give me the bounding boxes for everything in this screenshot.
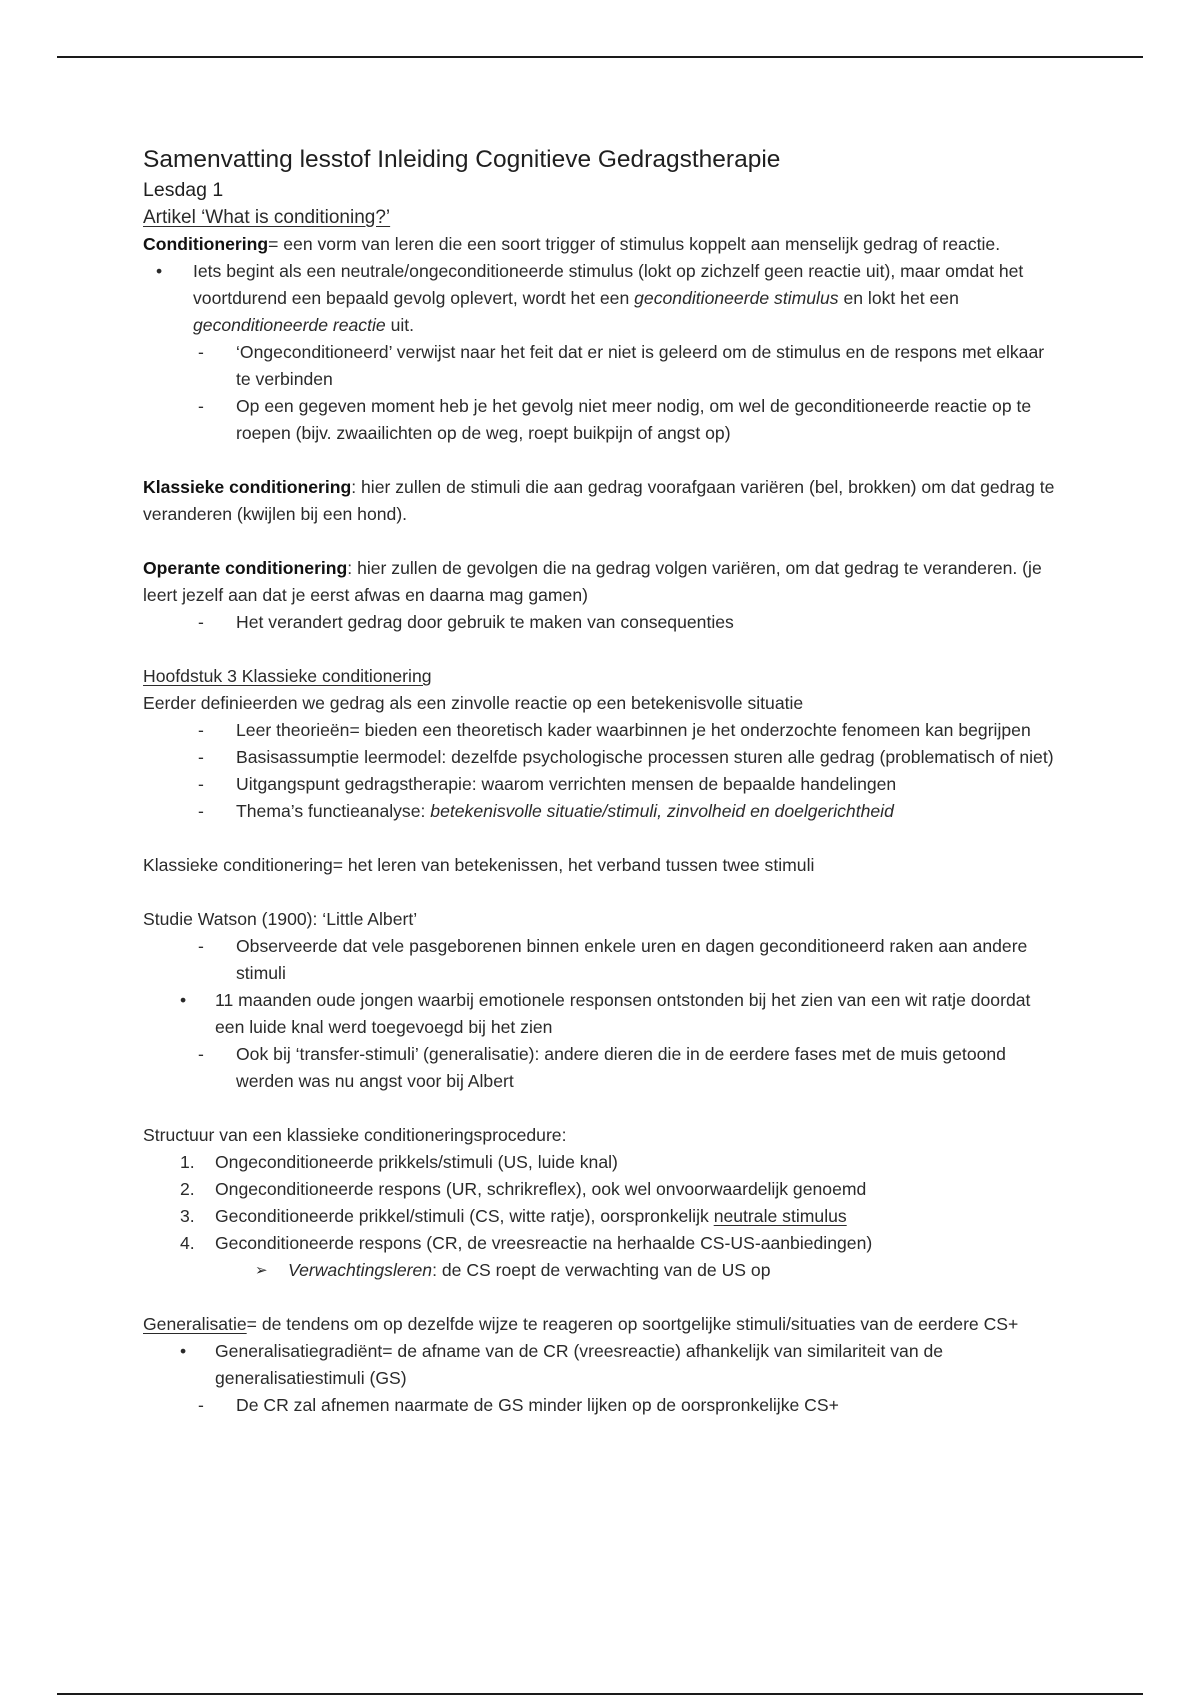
- numbered-item: [143, 1149, 1063, 1176]
- list-item: [143, 393, 1063, 447]
- lesdag-heading: Lesdag 1: [143, 179, 224, 201]
- generalisatie-definition: [143, 1311, 1063, 1338]
- list-item: [143, 339, 1063, 393]
- bullet-emphasis: geconditioneerde stimulus: [634, 288, 839, 308]
- bottom-rule: [57, 1693, 1143, 1695]
- list-item: [143, 1041, 1063, 1095]
- numbered-item: [143, 1230, 1063, 1257]
- dash-marker: -: [198, 396, 204, 416]
- list-item: [143, 1338, 1063, 1392]
- dash-text: Op een gegeven moment heb je het gevolg niet meer nodig, om wel de geconditioneerde reactie op te roepen (bijv. zwaailichten op de weg, roept buikpijn of angst op): [236, 396, 1032, 443]
- klassiek-text: : hier zullen de stimuli die aan gedrag voorafgaan variëren (bel, brokken) om dat gedrag te veranderen (kwijlen bij een hond).: [143, 477, 1055, 524]
- dash-marker: -: [198, 342, 204, 362]
- dash-text: De CR zal afnemen naarmate de GS minder lijken op de oorspronkelijke CS+: [236, 1395, 839, 1415]
- list-item: [143, 771, 1063, 798]
- dash-marker: -: [198, 801, 204, 821]
- conditionering-def-text: = een vorm van leren die een soort trigger of stimulus koppelt aan menselijk gedrag of reactie.: [268, 234, 1001, 254]
- bullet-text: en lokt het een: [838, 288, 959, 308]
- dash-marker: -: [198, 720, 204, 740]
- list-item: [143, 1392, 1063, 1419]
- dash-marker: -: [198, 774, 204, 794]
- klassieke-conditionering-definition: Klassieke conditionering= het leren van betekenissen, het verband tussen twee stimuli: [143, 855, 815, 875]
- dash-marker: -: [198, 612, 204, 632]
- chapter-heading: Hoofdstuk 3 Klassieke conditionering: [143, 666, 432, 686]
- dash-text: Uitgangspunt gedragstherapie: waarom verrichten mensen de bepaalde handelingen: [236, 774, 897, 794]
- operant-text: : hier zullen de gevolgen die na gedrag volgen variëren, om dat gedrag te veranderen. (je leert jezelf aan dat je eerst afwas en daarna mag gamen): [143, 558, 1042, 605]
- list-item: [143, 933, 1063, 987]
- bullet-text: Iets begint als een neutrale/ongeconditioneerde stimulus (lokt op zichzelf geen reactie uit), maar omdat het voortdurend een bepaald gevolg oplevert, wordt het een: [193, 261, 1024, 308]
- dash-marker: -: [198, 747, 204, 767]
- dash-text: Observeerde dat vele pasgeborenen binnen enkele uren en dagen geconditioneerd raken aan andere stimuli: [236, 936, 1028, 983]
- numbered-text: Geconditioneerde respons (CR, de vreesreactie na herhaalde CS-US-aanbiedingen): [215, 1233, 873, 1253]
- dash-marker: -: [198, 1044, 204, 1064]
- number-marker: 2.: [180, 1179, 195, 1199]
- dash-text: Leer theorieën= bieden een theoretisch kader waarbinnen je het onderzochte fenomeen kan begrijpen: [236, 720, 1031, 740]
- top-rule: [57, 56, 1143, 58]
- underlined-text: neutrale stimulus: [713, 1206, 847, 1226]
- dash-marker: -: [198, 936, 204, 956]
- arrow-icon: ➢: [255, 1262, 268, 1279]
- generalisatie-def-text: = de tendens om op dezelfde wijze te reageren op soortgelijke stimuli/situaties van de eerdere CS+: [246, 1314, 1019, 1334]
- chapter-intro: Eerder definieerden we gedrag als een zinvolle reactie op een betekenisvolle situatie: [143, 693, 804, 713]
- dash-text: Basisassumptie leermodel: dezelfde psychologische processen sturen alle gedrag (problematisch of niet): [236, 747, 1054, 767]
- numbered-item: [143, 1203, 1063, 1230]
- structuur-heading: Structuur van een klassieke conditioneringsprocedure:: [143, 1125, 567, 1145]
- numbered-text: Ongeconditioneerde prikkels/stimuli (US, luide knal): [215, 1152, 618, 1172]
- term-conditionering: Conditionering: [143, 234, 269, 254]
- list-item: [143, 798, 1063, 825]
- dash-text: Ook bij ‘transfer-stimuli’ (generalisatie): andere dieren die in de eerdere fases met de muis getoond werden was nu angst voor bij Albert: [236, 1044, 1006, 1091]
- arrow-text: : de CS roept de verwachting van de US op: [432, 1260, 771, 1280]
- term-klassieke-conditionering: Klassieke conditionering: [143, 477, 352, 497]
- dash-marker: -: [198, 1395, 204, 1415]
- list-item: [143, 258, 1063, 339]
- bullet-marker: •: [180, 990, 187, 1010]
- numbered-text: Ongeconditioneerde respons (UR, schrikreflex), ook wel onvoorwaardelijk genoemd: [215, 1179, 867, 1199]
- bullet-emphasis: geconditioneerde reactie: [193, 315, 386, 335]
- number-marker: 3.: [180, 1206, 195, 1226]
- dash-text: ‘Ongeconditioneerd’ verwijst naar het feit dat er niet is geleerd om de stimulus en de respons met elkaar te verbinden: [236, 342, 1045, 389]
- list-item: [143, 717, 1063, 744]
- dash-emphasis: betekenisvolle situatie/stimuli, zinvolheid en doelgerichtheid: [430, 801, 894, 821]
- term-operante-conditionering: Operante conditionering: [143, 558, 348, 578]
- term-generalisatie: Generalisatie: [143, 1314, 247, 1334]
- bullet-text: uit.: [385, 315, 415, 335]
- list-item: [143, 987, 1063, 1041]
- bullet-text: Generalisatiegradiënt= de afname van de CR (vreesreactie) afhankelijk van similariteit van de generalisatiestimuli (GS): [215, 1341, 944, 1388]
- operante-conditionering-paragraph: [143, 555, 1063, 609]
- document-body: [143, 143, 1063, 1419]
- list-item: [143, 609, 1063, 636]
- bullet-text: 11 maanden oude jongen waarbij emotionele responsen ontstonden bij het zien van een wit ratje doordat een luide knal werd toegevoegd bij het zien: [215, 990, 1031, 1037]
- arrow-emphasis: Verwachtingsleren: [288, 1260, 433, 1280]
- article-heading: Artikel ‘What is conditioning?’: [143, 207, 391, 228]
- klassieke-conditionering-paragraph: [143, 474, 1063, 528]
- conditionering-definition: [143, 231, 1063, 258]
- bullet-marker: •: [180, 1341, 187, 1361]
- bullet-marker: •: [156, 261, 163, 281]
- arrow-item: [143, 1257, 1063, 1284]
- numbered-text: Geconditioneerde prikkel/stimuli (CS, witte ratje), oorspronkelijk: [215, 1206, 714, 1226]
- document-title: Samenvatting lesstof Inleiding Cognitieve Gedragstherapie: [143, 146, 781, 173]
- list-item: [143, 744, 1063, 771]
- watson-heading: Studie Watson (1900): ‘Little Albert’: [143, 909, 418, 929]
- number-marker: 4.: [180, 1233, 195, 1253]
- numbered-item: [143, 1176, 1063, 1203]
- dash-text: Het verandert gedrag door gebruik te maken van consequenties: [236, 612, 734, 632]
- number-marker: 1.: [180, 1152, 195, 1172]
- dash-text: Thema’s functieanalyse:: [236, 801, 431, 821]
